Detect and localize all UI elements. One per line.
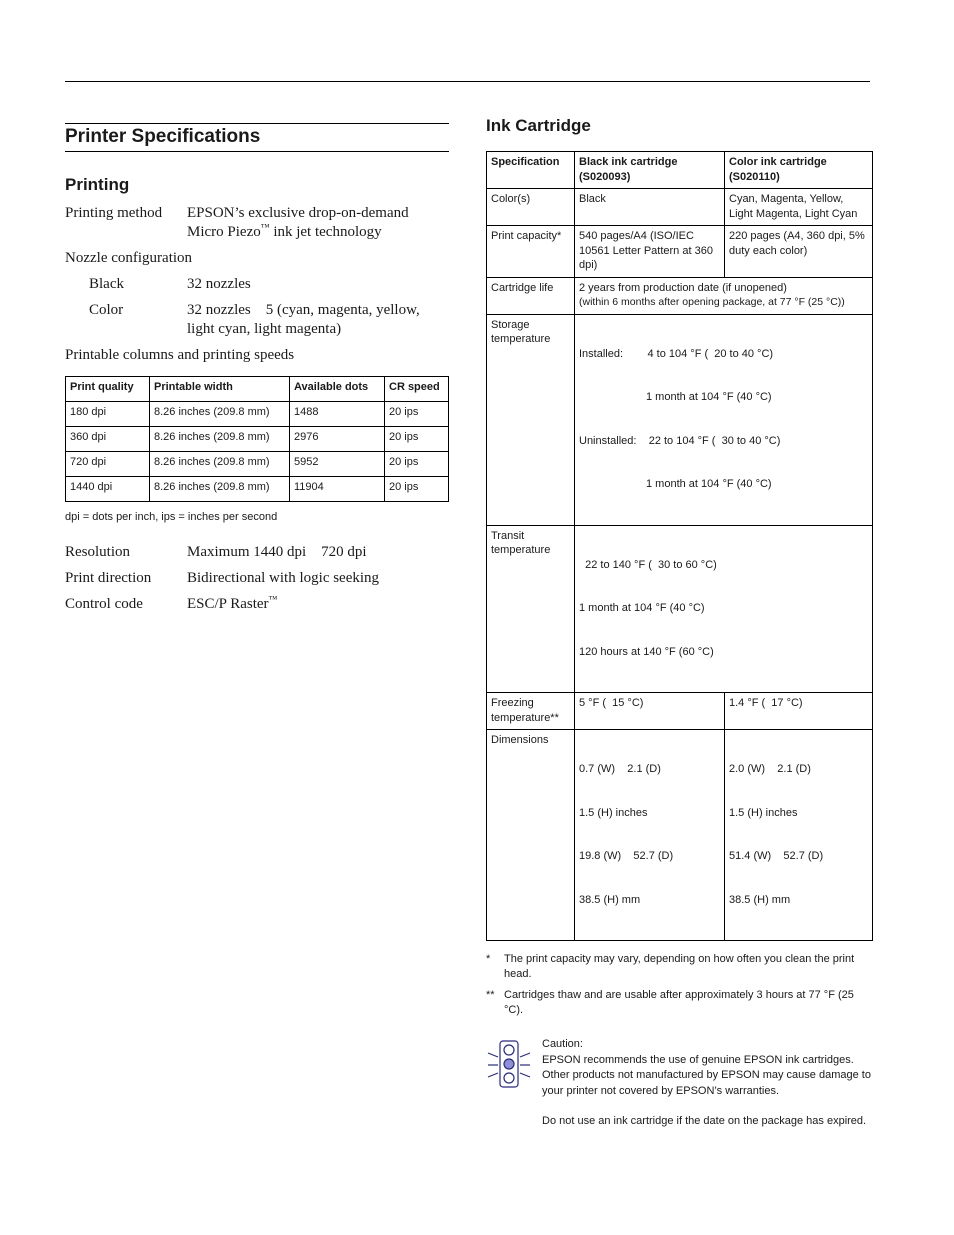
ink-jet-text: ink jet technology — [269, 224, 382, 240]
table-header: Available dots — [290, 377, 385, 402]
table-header-row — [487, 152, 873, 189]
footnote-freezing — [486, 988, 873, 1018]
table-cell: 540 pages/A4 (ISO/IEC 10561 Letter Pattern at 360 dpi) — [575, 226, 725, 278]
table-cell: Black — [575, 189, 725, 226]
table-cell: Freezing temperature** — [487, 693, 575, 730]
resolution-label: Resolution — [65, 544, 131, 560]
table-cell: 720 dpi — [66, 452, 150, 477]
color-label: Color — [89, 302, 124, 318]
table-cell: 20 ips — [385, 427, 449, 452]
table-row — [66, 477, 449, 502]
dim-color-line-4: 38.5 (H) mm — [729, 893, 791, 906]
dpi-note: dpi = dots per inch, ips = inches per second — [65, 511, 278, 523]
caution-traffic-light-icon — [486, 1037, 542, 1130]
resolution-value: Maximum 1440 dpi 720 dpi — [187, 544, 367, 560]
printing-method-row — [65, 204, 449, 242]
footnote-mark: ** — [486, 989, 495, 1001]
dim-color-line-1: 2.0 (W) 2.1 (D) — [729, 763, 811, 775]
table-header: CR speed — [385, 377, 449, 402]
table-cell: 11904 — [290, 477, 385, 502]
transit-line-1: 22 to 140 °F ( 30 to 60 °C) — [579, 558, 717, 571]
cartridge-life-line-2: (within 6 months after opening package, at 77 °F (25 °C)) — [579, 296, 845, 308]
table-row — [487, 525, 873, 693]
micro-piezo-text: Micro Piezo — [187, 224, 261, 240]
nozzle-row — [65, 249, 449, 268]
table-cell: Storage temperature — [487, 314, 575, 525]
table-header: Specification — [487, 152, 575, 189]
color-value: 32 nozzles 5 (cyan, magenta, yellow, light cyan, light magenta) — [187, 302, 424, 337]
table-cell — [575, 277, 873, 314]
table-row — [66, 452, 449, 477]
caution-box — [486, 1037, 873, 1130]
black-label: Black — [89, 276, 124, 292]
control-row — [65, 595, 449, 614]
footnote-mark: * — [486, 953, 491, 965]
columns-row — [65, 346, 449, 365]
print-speed-table — [65, 376, 449, 502]
footnote-text: Cartridges thaw and are usable after approximately 3 hours at 77 °F (25 °C). — [504, 989, 854, 1016]
table-row — [487, 277, 873, 314]
transit-line-2: 1 month at 104 °F (40 °C) — [579, 602, 705, 614]
dim-black-line-3: 19.8 (W) 52.7 (D) — [579, 850, 674, 862]
table-header: Print quality — [66, 377, 150, 402]
table-cell: 220 pages (A4, 360 dpi, 5% duty each color) — [725, 226, 873, 278]
printing-subtitle: Printing — [65, 175, 130, 194]
table-header: Black ink cartridge (S020093) — [575, 152, 725, 189]
table-cell: 1440 dpi — [66, 477, 150, 502]
dim-black-line-4: 38.5 (H) mm — [579, 893, 641, 906]
ink-cartridge-title: Ink Cartridge — [486, 116, 591, 135]
trademark-mark: ™ — [260, 222, 270, 232]
caution-paragraph-1: EPSON recommends the use of genuine EPSON ink cartridges. Other products not manufactured by EPSON may cause damage to your printer not covered by EPSON’s warranties. — [542, 1053, 871, 1097]
printing-method-value — [187, 204, 449, 242]
printing-method-line-2 — [187, 223, 449, 242]
table-header: Color ink cartridge (S020110) — [725, 152, 873, 189]
output-specs — [65, 543, 449, 614]
color-nozzle-row — [65, 301, 449, 339]
control-code-text: ESC/P Raster — [187, 596, 269, 612]
nozzle-label: Nozzle configuration — [65, 250, 193, 266]
table-cell: 8.26 inches (209.8 mm) — [150, 427, 290, 452]
table-cell: 20 ips — [385, 402, 449, 427]
table-cell: Cartridge life — [487, 277, 575, 314]
table-cell: Print capacity* — [487, 226, 575, 278]
dim-color-line-3: 51.4 (W) 52.7 (D) — [729, 850, 824, 862]
table-row — [487, 226, 873, 278]
printing-specs — [65, 204, 449, 365]
caution-text — [542, 1037, 873, 1130]
table-cell: 20 ips — [385, 477, 449, 502]
table-row — [487, 730, 873, 941]
storage-line-4: 1 month at 104 °F (40 °C) — [646, 478, 772, 490]
caution-paragraph-2: Do not use an ink cartridge if the date on the package has expired. — [542, 1115, 867, 1127]
table-cell: 8.26 inches (209.8 mm) — [150, 452, 290, 477]
table-row — [487, 189, 873, 226]
dim-black-line-2: 1.5 (H) inches — [579, 806, 648, 819]
printing-method-line-1: EPSON’s exclusive drop-on-demand — [187, 205, 409, 221]
table-header: Printable width — [150, 377, 290, 402]
columns-label: Printable columns and printing speeds — [65, 347, 295, 363]
section-title: Printer Specifications — [65, 123, 449, 152]
ink-cartridge-table — [486, 151, 873, 941]
table-cell: Dimensions — [487, 730, 575, 941]
trademark-mark: ™ — [268, 594, 278, 604]
storage-line-2: 1 month at 104 °F (40 °C) — [646, 391, 772, 403]
direction-label: Print direction — [65, 570, 152, 586]
table-header-row — [66, 377, 449, 402]
table-cell: Cyan, Magenta, Yellow, Light Magenta, Light Cyan — [725, 189, 873, 226]
table-row — [487, 314, 873, 525]
printer-specifications-section — [65, 123, 449, 614]
direction-value: Bidirectional with logic seeking — [187, 570, 380, 586]
table-cell: 360 dpi — [66, 427, 150, 452]
table-cell: 8.26 inches (209.8 mm) — [150, 477, 290, 502]
transit-line-3: 120 hours at 140 °F (60 °C) — [579, 645, 714, 658]
resolution-row — [65, 543, 449, 562]
printing-method-label: Printing method — [65, 205, 163, 221]
table-cell: 20 ips — [385, 452, 449, 477]
ink-cartridge-section — [486, 116, 873, 1130]
table-cell: 2976 — [290, 427, 385, 452]
table-cell: 8.26 inches (209.8 mm) — [150, 402, 290, 427]
storage-line-3: Uninstalled: 22 to 104 °F ( 30 to 40 °C) — [579, 434, 781, 447]
table-cell: 1.4 °F ( 17 °C) — [725, 693, 873, 730]
footnote-text: The print capacity may vary, depending on how often you clean the print head. — [504, 953, 855, 980]
table-cell: 5 °F ( 15 °C) — [575, 693, 725, 730]
table-cell: Color(s) — [487, 189, 575, 226]
table-cell: Transit temperature — [487, 525, 575, 693]
cartridge-life-line-1: 2 years from production date (if unopened) — [579, 281, 787, 294]
table-row — [66, 402, 449, 427]
direction-row — [65, 569, 449, 588]
dim-color-line-2: 1.5 (H) inches — [729, 806, 798, 819]
black-nozzle-row — [65, 275, 449, 294]
storage-line-1: Installed: 4 to 104 °F ( 20 to 40 °C) — [579, 347, 774, 360]
footnote-print-capacity — [486, 952, 873, 982]
table-row — [66, 427, 449, 452]
table-cell: 5952 — [290, 452, 385, 477]
caution-title: Caution: — [542, 1038, 583, 1050]
black-value: 32 nozzles — [187, 276, 251, 292]
table-cell — [575, 314, 873, 525]
table-cell — [725, 730, 873, 941]
table-cell — [575, 525, 873, 693]
control-value — [187, 595, 449, 614]
header-rule — [65, 81, 870, 82]
control-label: Control code — [65, 596, 143, 612]
table-row — [487, 693, 873, 730]
table-cell — [575, 730, 725, 941]
dim-black-line-1: 0.7 (W) 2.1 (D) — [579, 763, 661, 775]
table-cell: 180 dpi — [66, 402, 150, 427]
table-cell: 1488 — [290, 402, 385, 427]
